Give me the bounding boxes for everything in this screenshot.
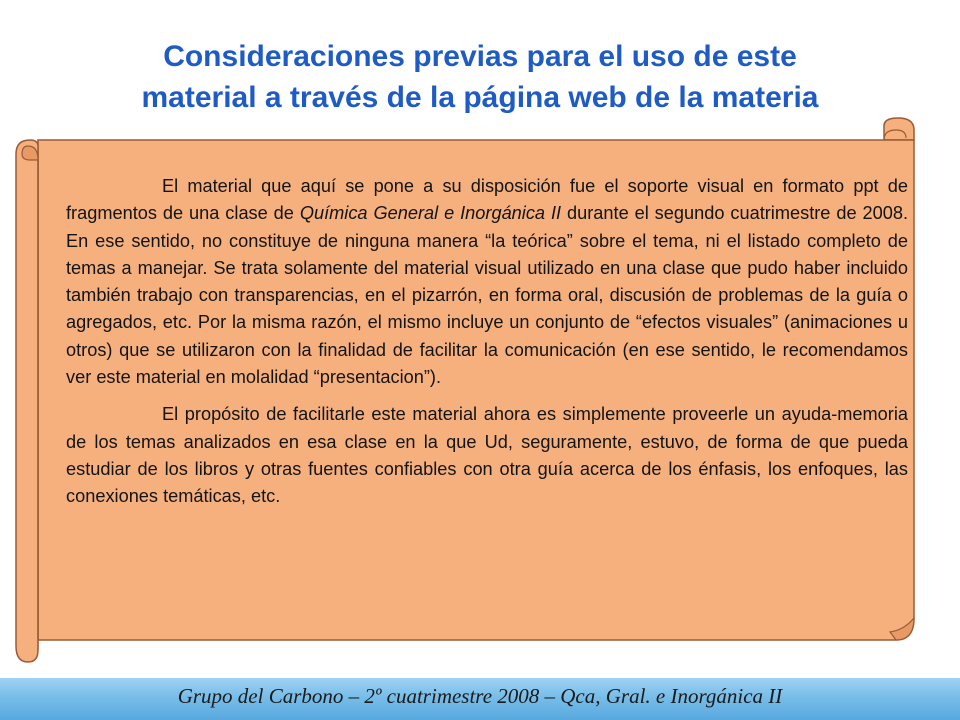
footer-text: Grupo del Carbono – 2º cuatrimestre 2008 – Qca, Gral. e Inorgánica II — [177, 684, 783, 708]
paragraph-2: El propósito de facilitarle este material ahora es simplemente proveerle un ayuda-memoria de los temas analizados en esa clase en la que Ud, seguramente, estuvo, de forma de que pueda estudiar de los libros y otras fuentes confiables con otra guía acerca de los énfasis, los enfoques, las conexiones temáticas, etc. — [66, 404, 908, 507]
scroll-left-roll — [16, 140, 38, 662]
paragraph-1 — [66, 173, 908, 391]
paragraph-1-part-1: El material que aquí se pone a su disposición fue el soporte visual en formato ppt de fragmentos de una clase de — [66, 176, 908, 224]
scroll-top-curl — [884, 118, 914, 140]
title-line-1: Consideraciones previas para el uso de este — [163, 40, 797, 73]
paragraph-1-part-2: durante el segundo cuatrimestre de 2008. En ese sentido, no constituye de ninguna manera “la teórica” sobre el tema, ni el listado completo de temas a manejar. Se trata solamente del material visual utilizado en una clase que pudo haber incluido también trabajo con transparencias, en el pizarrón, en forma oral, discusión de problemas de la guía o agregados, etc. Por la misma razón, el mismo incluye un conjunto de “efectos visuales” (animaciones u otros) que se utilizaron con la finalidad de facilitar la comunicación (en ese sentido, le recomendamos ver este material en molalidad “presentacion”). — [66, 203, 908, 388]
scroll-text — [66, 173, 908, 511]
title-line-2: material a través de la página web de la materia — [141, 81, 819, 114]
course-name: Química General e Inorgánica II — [299, 203, 562, 224]
